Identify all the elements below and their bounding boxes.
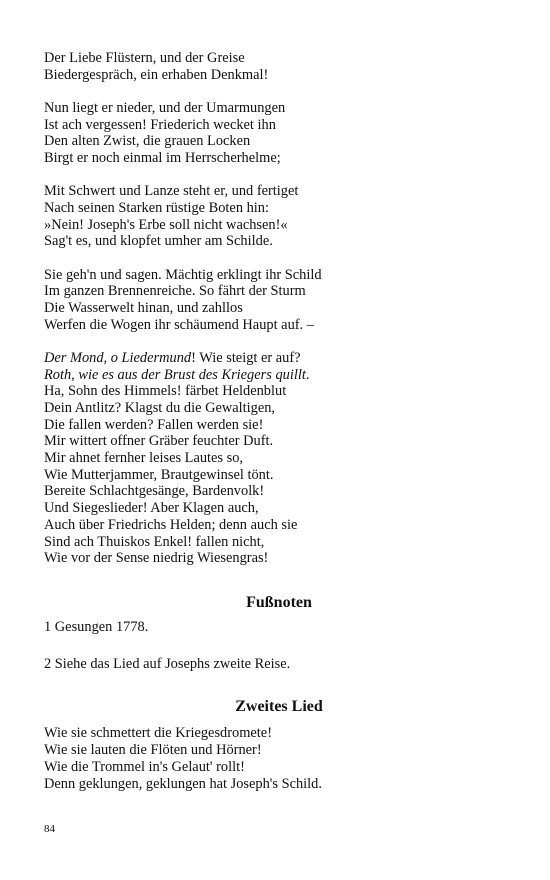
footnotes-heading: Fußnoten	[246, 593, 312, 611]
poem-line: Bereite Schlachtgesänge, Bardenvolk!	[44, 483, 265, 500]
poem-line: Ha, Sohn des Himmels! färbet Heldenblut	[44, 383, 287, 400]
poem-line: Und Siegeslieder! Aber Klagen auch,	[44, 500, 259, 517]
poem-line: Wie sie schmettert die Kriegesdromete!	[44, 725, 272, 742]
second-song-stanza	[44, 725, 514, 792]
footnote-2: 2 Siehe das Lied auf Josephs zweite Reise.	[44, 655, 291, 672]
footnote-1: 1 Gesungen 1778.	[44, 618, 149, 635]
line-text: .	[305, 366, 310, 383]
poem-line: Der Liebe Flüstern, und der Greise	[44, 50, 245, 66]
poem-line: Die fallen werden? Fallen werden sie!	[44, 416, 264, 433]
poem-line: Birgt er noch einmal im Herrscherhelme;	[44, 150, 281, 167]
stanza-5	[44, 350, 514, 567]
poem-line: Sie geh'n und sagen. Mächtig erklingt ihr Schild	[44, 266, 322, 283]
poem-line	[44, 367, 514, 384]
poem-line: Wie vor der Sense niedrig Wiesengras!	[44, 550, 269, 567]
poem-line: Biedergespräch, ein erhaben Denkmal!	[44, 66, 269, 83]
poem-line: Den alten Zwist, die grauen Locken	[44, 133, 251, 150]
line-text: ! Wie steigt er auf?	[191, 349, 301, 366]
poem-line: Auch über Friedrichs Helden; denn auch sie	[44, 516, 298, 533]
poem-line: Sag't es, und klopfet umher am Schilde.	[44, 233, 273, 250]
poem-line: »Nein! Joseph's Erbe soll nicht wachsen!«	[44, 216, 288, 233]
italic-text: Roth, wie es aus der Brust des Kriegers quillt	[44, 366, 306, 383]
poem-line	[44, 350, 514, 367]
page-content	[44, 50, 514, 809]
poem-line: Wie sie lauten die Flöten und Hörner!	[44, 742, 262, 759]
page-number: 84	[44, 823, 55, 835]
poem-line: Mir ahnet fernher leises Lautes so,	[44, 450, 244, 467]
poem-line: Werfen die Wogen ihr schäumend Haupt auf. –	[44, 316, 314, 333]
second-song-heading: Zweites Lied	[235, 698, 323, 716]
stanza-3	[44, 183, 514, 250]
poem-line: Mit Schwert und Lanze steht er, und fertiget	[44, 183, 299, 200]
poem-line: Wie die Trommel in's Gelaut' rollt!	[44, 758, 245, 775]
stanza-2	[44, 100, 514, 167]
poem-line: Ist ach vergessen! Friederich wecket ihn	[44, 116, 276, 133]
stanza-4	[44, 267, 514, 334]
poem-line: Dein Antlitz? Klagst du die Gewaltigen,	[44, 399, 275, 416]
poem-line: Denn geklungen, geklungen hat Joseph's Schild.	[44, 775, 322, 792]
poem-line: Nach seinen Starken rüstige Boten hin:	[44, 199, 270, 216]
poem-line: Die Wasserwelt hinan, und zahllos	[44, 299, 243, 316]
poem-line: Nun liegt er nieder, und der Umarmungen	[44, 99, 286, 116]
poem-line: Wie Mutterjammer, Brautgewinsel tönt.	[44, 466, 274, 483]
italic-text: Der Mond, o Liedermund	[44, 349, 192, 366]
poem-line: Mir wittert offner Gräber feuchter Duft.	[44, 433, 274, 450]
poem-line: Im ganzen Brennenreiche. So fährt der Sturm	[44, 283, 306, 300]
stanza-1	[44, 50, 514, 83]
poem-line: Sind ach Thuiskos Enkel! fallen nicht,	[44, 533, 265, 550]
